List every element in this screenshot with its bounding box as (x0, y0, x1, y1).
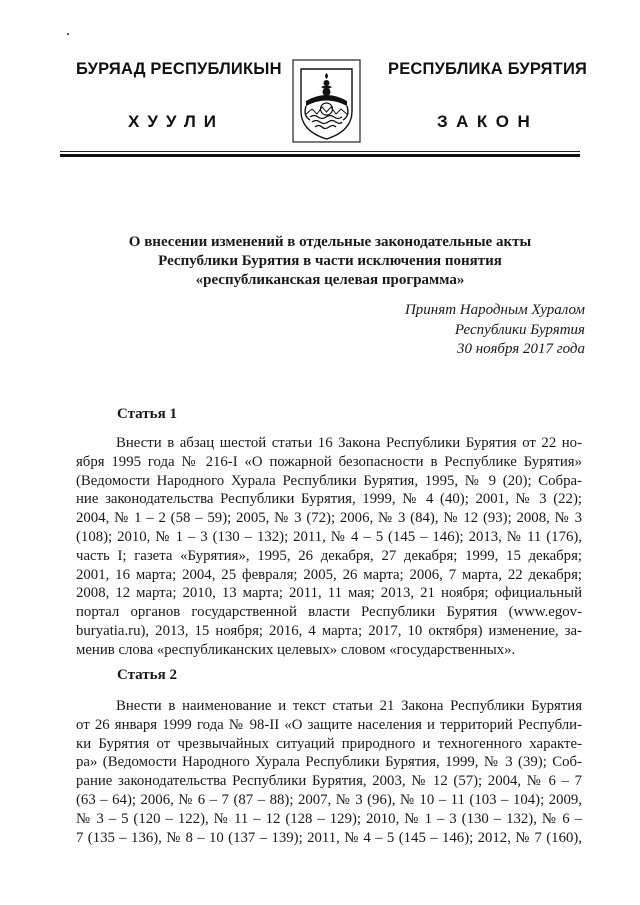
article-2-heading: Статья 2 (117, 667, 177, 683)
text-line: от 26 января 1999 года № 98-II «О защите населения и территорий Республи- (76, 716, 582, 733)
article-2-text (76, 697, 582, 847)
text-line: ября 1995 года № 216-I «О пожарной безопасности в Республике Бурятия» (76, 453, 582, 470)
text-line: часть I; газета «Бурятия», 1995, 26 декабря, 27 декабря; 1999, 15 декабря; (76, 547, 582, 564)
header-left-sub: ХУУЛИ (128, 112, 224, 131)
text-line: (Ведомости Народного Хурала Республики Бурятия, 1995, № 9 (20); Собра- (76, 472, 582, 489)
text-line: (63 – 64); 2006, № 6 – 7 (87 – 88); 2007, № 3 (96), № 10 – 11 (103 – 104); 2009, (76, 791, 582, 808)
adoption-note-line: 30 ноября 2017 года (456, 341, 585, 357)
adoption-note (405, 301, 585, 360)
text-line: ние законодательства Республики Бурятия, 1999, № 4 (40); 2001, № 3 (22); (76, 491, 582, 508)
header-left-name: БУРЯАД РЕСПУБЛИКЫН (76, 60, 282, 78)
text-line: рание законодательства Республики Бурятия, 2003, № 12 (57); 2004, № 6 – 7 (76, 773, 582, 790)
article-1-text (76, 434, 582, 660)
text-line: менив слова «республиканских целевых» словом «государственных». (76, 641, 516, 658)
text-line: 7 (135 – 136), № 8 – 10 (137 – 139); 2011, № 4 – 5 (145 – 146); 2012, № 7 (160), (76, 829, 582, 846)
text-line: 2008, 12 марта; 2010, 13 марта; 2011, 11 мая; 2013, 21 ноября; официальный (76, 585, 582, 602)
adoption-note-line: Республики Бурятия (454, 321, 585, 338)
header-right-name: РЕСПУБЛИКА БУРЯТИЯ (388, 60, 588, 78)
article-1-heading: Статья 1 (117, 406, 177, 422)
law-title-line: «республиканская целевая программа» (195, 272, 465, 288)
law-title (100, 233, 560, 290)
text-line: Внести в наименование и текст статьи 21 Закона Республики Бурятия (116, 698, 582, 714)
text-line: № 3 – 5 (120 – 122), № 11 – 12 (128 – 129); 2010, № 1 – 3 (130 – 132), № 6 – (76, 810, 582, 827)
text-line: ра» (Ведомости Народного Хурала Республики Бурятия, 1999, № 3 (39); Соб- (76, 754, 582, 771)
header-divider-thin (60, 151, 580, 152)
text-line: 2004, № 1 – 2 (58 – 59); 2005, № 3 (72); 2006, № 3 (84), № 12 (93); 2008, № 3 (76, 510, 582, 527)
text-line: портал органов государственной власти Республики Бурятия (www.egov- (76, 604, 582, 621)
text-line: ки Бурятия от чрезвычайных ситуаций природного и техногенного характе- (76, 735, 582, 752)
header-right-sub: ЗАКОН (437, 112, 539, 131)
buryatia-emblem-icon (292, 59, 361, 143)
text-line: Внести в абзац шестой статьи 16 Закона Республики Бурятия от 22 но- (116, 435, 582, 451)
text-line: 2001, 16 марта; 2004, 25 февраля; 2005, 26 марта; 2006, 7 марта, 22 декабря; (76, 566, 582, 583)
law-title-line: О внесении изменений в отдельные законодательные акты (128, 234, 532, 250)
text-line: (108); 2010, № 1 – 3 (130 – 132); 2011, № 4 – 5 (145 – 146); 2013, № 11 (176), (76, 528, 582, 545)
adoption-note-line: Принят Народным Хуралом (404, 302, 585, 318)
text-line: buryatia.ru), 2013, 15 ноября; 2016, 4 марта; 2017, 10 октября) изменение, за- (76, 622, 582, 639)
scan-speck (67, 33, 69, 35)
law-title-line: Республики Бурятия в части исключения понятия (158, 253, 502, 269)
header-divider-thick (60, 154, 580, 157)
